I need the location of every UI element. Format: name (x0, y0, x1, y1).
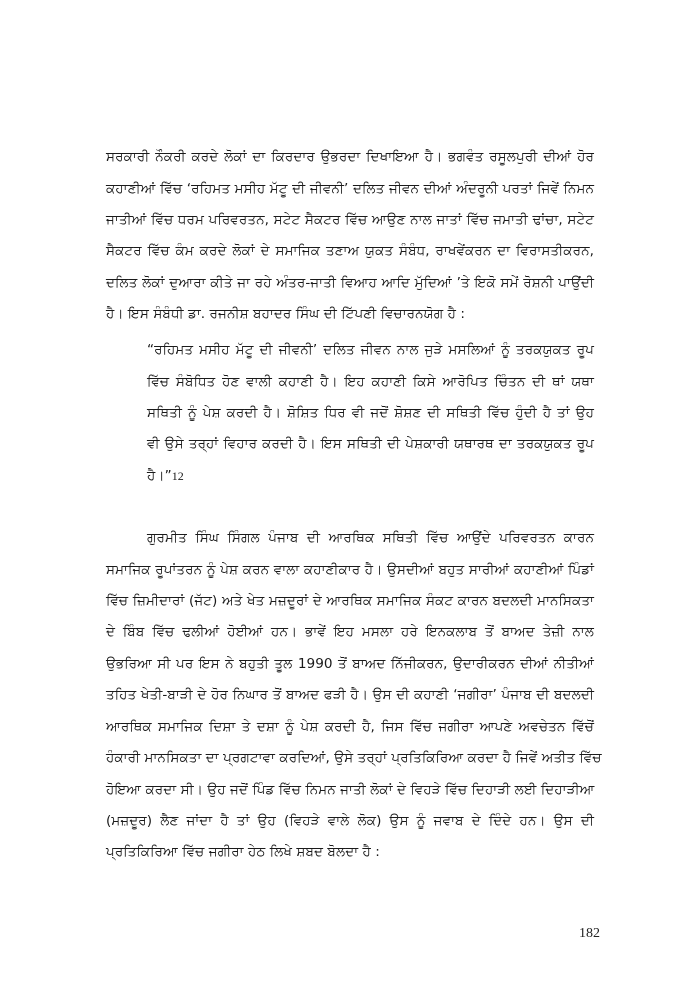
text-line: ਹੰਕਾਰੀ ਮਾਨਸਿਕਤਾ ਦਾ ਪ੍ਰਗਟਾਵਾ ਕਰਦਿਆਂ, ਉਸੇ ਤਰ੍ਹਾਂ ਪ੍ਰਤਿਕਿਰਿਆ ਕਰਦਾ ਹੈ ਜਿਵੇਂ ਅਤੀਤ ਵਿੱਚ (106, 750, 602, 766)
text-line: ਗੁਰਮੀਤ ਸਿੰਘ ਸਿੰਗਲ ਪੰਜਾਬ ਦੀ ਆਰਥਿਕ ਸਥਿਤੀ ਵਿੱਚ ਆਉਂਦੇ ਪਰਿਵਰਤਨ ਕਾਰਨ (147, 530, 594, 546)
quote-line (147, 466, 594, 486)
text-line: (ਮਜ਼ਦੂਰ) ਲੈਣ ਜਾਂਦਾ ਹੈ ਤਾਂ ਉਹ (ਵਿਹੜੇ ਵਾਲੇ ਲੋਕ) ਉਸ ਨੂੰ ਜਵਾਬ ਦੇ ਦਿੰਦੇ ਹਨ। ਉਸ ਦੀ (106, 813, 594, 829)
quote-line: ਸਥਿਤੀ ਨੂੰ ਪੇਸ਼ ਕਰਦੀ ਹੈ। ਸ਼ੋਸ਼ਿਤ ਧਿਰ ਵੀ ਜਦੋਂ ਸ਼ੋਸ਼ਣ ਦੀ ਸਥਿਤੀ ਵਿੱਚ ਹੁੰਦੀ ਹੈ ਤਾਂ ਉਹ (147, 405, 594, 421)
footnote-reference: 12 (171, 469, 184, 483)
text-line: ਹੋਇਆ ਕਰਦਾ ਸੀ। ਉਹ ਜਦੋਂ ਪਿੰਡ ਵਿੱਚ ਨਿਮਨ ਜਾਤੀ ਲੋਕਾਂ ਦੇ ਵਿਹੜੇ ਵਿੱਚ ਦਿਹਾੜੀ ਲਈ ਦਿਹਾੜੀਆ (106, 782, 595, 798)
quote-line: ਵੀ ਉਸੇ ਤਰ੍ਹਾਂ ਵਿਹਾਰ ਕਰਦੀ ਹੈ। ਇਸ ਸਥਿਤੀ ਦੀ ਪੇਸ਼ਕਾਰੀ ਯਥਾਰਥ ਦਾ ਤਰਕਯੁਕਤ ਰੂਪ (147, 436, 594, 452)
text-line: ਤਹਿਤ ਖੇਤੀ-ਬਾੜੀ ਦੇ ਹੋਰ ਨਿਘਾਰ ਤੋਂ ਬਾਅਦ ਫੜੀ ਹੈ। ਉਸ ਦੀ ਕਹਾਣੀ ‘ਜਗੀਰਾ’ ਪੰਜਾਬ ਦੀ ਬਦਲਦੀ (106, 687, 594, 703)
text-line: ਪ੍ਰਤਿਕਿਰਿਆ ਵਿੱਚ ਜਗੀਰਾ ਹੇਠ ਲਿਖੇ ਸ਼ਬਦ ਬੋਲਦਾ ਹੈ : (106, 844, 380, 860)
text-line: ਕਹਾਣੀਆਂ ਵਿੱਚ ‘ਰਹਿਮਤ ਮਸੀਹ ਮੱਟੂ ਦੀ ਜੀਵਨੀ’ ਦਲਿਤ ਜੀਵਨ ਦੀਆਂ ਅੰਦਰੂਨੀ ਪਰਤਾਂ ਜਿਵੇਂ ਨਿਮਨ (106, 181, 594, 197)
text-line: ਦੇ ਬਿੰਬ ਵਿੱਚ ਢਲੀਆਂ ਹੋਈਆਂ ਹਨ। ਭਾਵੇਂ ਇਹ ਮਸਲਾ ਹਰੇ ਇਨਕਲਾਬ ਤੋਂ ਬਾਅਦ ਤੇਜ਼ੀ ਨਾਲ (106, 624, 594, 640)
quote-end-text: ਹੈ।” (147, 468, 172, 484)
page-number: 182 (579, 926, 600, 941)
text-line: ਆਰਥਿਕ ਸਮਾਜਿਕ ਦਿਸ਼ਾ ਤੇ ਦਸ਼ਾ ਨੂੰ ਪੇਸ਼ ਕਰਦੀ ਹੈ, ਜਿਸ ਵਿੱਚ ਜਗੀਰਾ ਆਪਣੇ ਅਵਚੇਤਨ ਵਿੱਚੋਂ (106, 719, 594, 735)
text-line: ਉਭਰਿਆ ਸੀ ਪਰ ਇਸ ਨੇ ਬਹੁਤੀ ਤੂਲ 1990 ਤੋਂ ਬਾਅਦ ਨਿੱਜੀਕਰਨ, ਉਦਾਰੀਕਰਨ ਦੀਆਂ ਨੀਤੀਆਂ (106, 656, 594, 672)
text-line: ਦਲਿਤ ਲੋਕਾਂ ਦੁਆਰਾ ਕੀਤੇ ਜਾ ਰਹੇ ਅੰਤਰ-ਜਾਤੀ ਵਿਆਹ ਆਦਿ ਮੁੱਦਿਆਂ ’ਤੇ ਇਕੋ ਸਮੇਂ ਰੋਸ਼ਨੀ ਪਾਉਂਦੀ (106, 275, 594, 291)
text-line: ਸੈਕਟਰ ਵਿੱਚ ਕੰਮ ਕਰਦੇ ਲੋਕਾਂ ਦੇ ਸਮਾਜਿਕ ਤਣਾਅ ਯੁਕਤ ਸੰਬੰਧ, ਰਾਖਵੇਂਕਰਨ ਦਾ ਵਿਰਾਸਤੀਕਰਨ, (106, 243, 594, 259)
text-line: ਸਰਕਾਰੀ ਨੌਕਰੀ ਕਰਦੇ ਲੋਕਾਂ ਦਾ ਕਿਰਦਾਰ ਉਭਰਦਾ ਦਿਖਾਇਆ ਹੈ। ਭਗਵੰਤ ਰਸੂਲਪੁਰੀ ਦੀਆਂ ਹੋਰ (106, 149, 594, 165)
quote-line: “ਰਹਿਮਤ ਮਸੀਹ ਮੱਟੂ ਦੀ ਜੀਵਨੀ’ ਦਲਿਤ ਜੀਵਨ ਨਾਲ ਜੁੜੇ ਮਸਲਿਆਂ ਨੂੰ ਤਰਕਯੁਕਤ ਰੂਪ (147, 342, 594, 358)
text-line: ਸਮਾਜਿਕ ਰੂਪਾਂਤਰਨ ਨੂੰ ਪੇਸ਼ ਕਰਨ ਵਾਲਾ ਕਹਾਣੀਕਾਰ ਹੈ। ਉਸਦੀਆਂ ਬਹੁਤ ਸਾਰੀਆਂ ਕਹਾਣੀਆਂ ਪਿੰਡਾਂ (106, 562, 594, 578)
text-line: ਹੈ। ਇਸ ਸੰਬੰਧੀ ਡਾ. ਰਜਨੀਸ਼ ਬਹਾਦਰ ਸਿੰਘ ਦੀ ਟਿੱਪਣੀ ਵਿਚਾਰਨਯੋਗ ਹੈ : (106, 306, 465, 322)
quote-line: ਵਿੱਚ ਸੰਬੋਧਿਤ ਹੋਣ ਵਾਲੀ ਕਹਾਣੀ ਹੈ। ਇਹ ਕਹਾਣੀ ਕਿਸੇ ਆਰੋਪਿਤ ਚਿੰਤਨ ਦੀ ਥਾਂ ਯਥਾ (147, 374, 594, 390)
text-line: ਵਿੱਚ ਜ਼ਿਮੀਦਾਰਾਂ (ਜੱਟ) ਅਤੇ ਖੇਤ ਮਜ਼ਦੂਰਾਂ ਦੇ ਆਰਥਿਕ ਸਮਾਜਿਕ ਸੰਕਟ ਕਾਰਨ ਬਦਲਦੀ ਮਾਨਸਿਕਤਾ (106, 593, 594, 609)
text-line: ਜਾਤੀਆਂ ਵਿੱਚ ਧਰਮ ਪਰਿਵਰਤਨ, ਸਟੇਟ ਸੈਕਟਰ ਵਿੱਚ ਆਉਣ ਨਾਲ ਜਾਤਾਂ ਵਿੱਚ ਜਮਾਤੀ ਢਾਂਚਾ, ਸਟੇਟ (106, 212, 594, 228)
